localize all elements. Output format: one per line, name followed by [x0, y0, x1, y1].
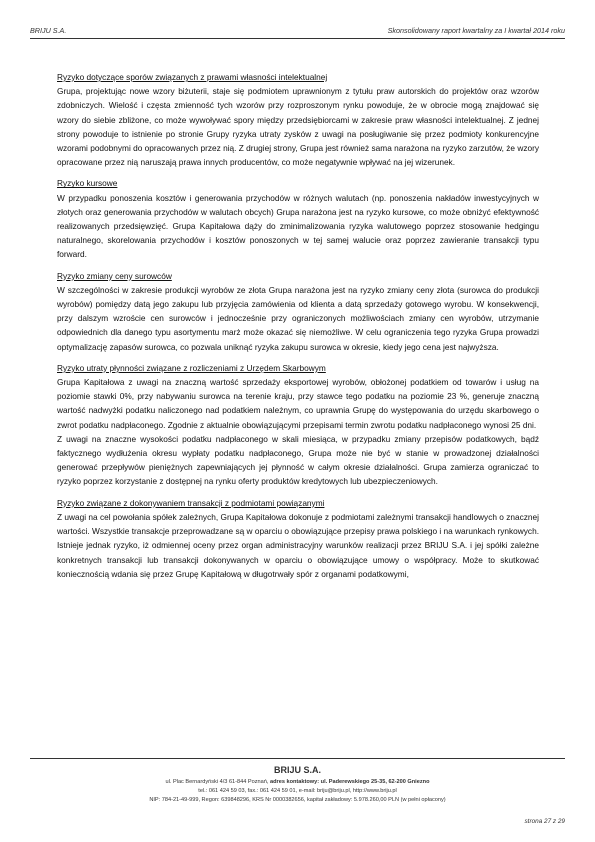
- page-number: strona 27 z 29: [524, 818, 565, 825]
- section-paragraph: Grupa Kapitałowa z uwagi na znaczną wartość sprzedaży eksportowej wyrobów, obłożonej podatkiem od towarów i usług na poziomie stawki 0%, przy nabywaniu surowca na terenie kraju, przy stawce tego podatku na poziomie 23 %, generuje znaczną wartość nadwyżki podatku naliczonego nad podatkiem należnym, co uprawnia Grupę do występowania do urzędu skarbowego o zwrot podatku nadpłaconego. Zgodnie z aktualnie obowiązującymi przepisami termin zwrotu podatku nadpłaconego wynosi 25 dni.: [57, 377, 539, 430]
- document-body: [57, 70, 539, 588]
- section-paragraph: W przypadku ponoszenia kosztów i generowania przychodów w różnych walutach (np. ponoszenia nakładów inwestycyjnych w złotych oraz generowania przychodów w walutach obcych) Grupa narażona jest na ryzyko kursowe, co może obniżyć efektywność realizowanych przedsięwzięć. Grupa Kapitałowa dąży do zminimalizowania ryzyka walutowego poprzez stosowanie hedgingu naturalnego, skorelowania przychodów i kosztów ponoszonych w tej samej walucie oraz poprzez zawieranie transakcji typu forward.: [57, 192, 539, 260]
- page-header: [30, 26, 565, 39]
- header-company: BRIJU S.A.: [30, 26, 67, 35]
- page-footer: [30, 758, 565, 805]
- section-liquidity-tax: [57, 361, 539, 489]
- section-title: Ryzyko kursowe: [57, 178, 118, 189]
- header-report-title: Skonsolidowany raport kwartalny za I kwartał 2014 roku: [387, 26, 565, 35]
- footer-address: [30, 778, 565, 787]
- section-currency-risk: [57, 176, 539, 261]
- section-title: Ryzyko związane z dokonywaniem transakcji z podmiotami powiązanymi: [57, 497, 325, 508]
- section-paragraph: Z uwagi na cel powołania spółek zależnych, Grupa Kapitałowa dokonuje z podmiotami zależnymi transakcji handlowych o znacznej wartości. Wszystkie transakcje przeprowadzane są w oparciu o obowiązujące przepisy prawa polskiego i na warunkach rynkowych. Istnieje jednak ryzyko, iż odmiennej oceny przez organ administracyjny warunków realizacji przez BRIJU S.A. i jej spółki zależne konkretnych transakcji lub transakcji dokonywanych w oparciu o obowiązujące umowy o współpracy. Może to skutkować koniecznością wdania się przez Grupę Kapitałową w długotrwały spór z organami podatkowymi,: [57, 511, 539, 579]
- section-title: Ryzyko zmiany ceny surowców: [57, 270, 172, 281]
- section-intellectual-property: [57, 70, 539, 169]
- footer-contact: tel.: 061 424 59 03, fax.: 061 424 59 01, e-mail: briju@briju.pl, http://www.briju.pl: [198, 788, 397, 794]
- footer-contact-address: adres kontaktowy: ul. Paderewskiego 25-35, 62-200 Gniezno: [270, 779, 430, 785]
- section-paragraph: Z uwagi na znaczne wysokości podatku nadpłaconego w skali miesiąca, w przypadku zmiany przepisów podatkowych, bądź faktycznego wydłużenia okresu wypłaty podatku nadpłaconego, Grupa może nie być w stanie w prowadzonej działalności generować przepływów pieniężnych zapewniających jej płynność w całym okresie działalności. Grupa zamierza ograniczać to ryzyko poprzez korzystanie z dostępnej na rynku oferty produktów kredytowych lub ubezpieczeniowych.: [57, 433, 539, 487]
- footer-registered-address: ul. Plac Bernardyński 4/3 61-844 Poznań,: [165, 779, 270, 785]
- section-title: Ryzyko dotyczące sporów związanych z prawami własności intelektualnej: [57, 72, 328, 82]
- section-raw-material-prices: [57, 269, 539, 354]
- section-paragraph: W szczególności w zakresie produkcji wyrobów ze złota Grupa narażona jest na ryzyko zmiany ceny złota (surowca do produkcji wyrobów) pomiędzy datą jego zakupu lub przyjęcia zamówienia od klienta a datą sprzedaży gotowego wyrobu. W konsekwencji, przy dalszym wzroście cen surowców i jednocześnie przy ograniczonych możliwościach zmiany cen wyrobów, utrzymanie odpowiednich dla danego typu asortymentu marż może okazać się niemożliwe. W celu ograniczenia tego ryzyka Grupa prowadzi optymalizację zapasów surowca, co pozwala uniknąć ryzyka zakupu surowca w okresie, kiedy jego cena jest najwyższa.: [57, 284, 539, 352]
- section-title: Ryzyko utraty płynności związane z rozliczeniami z Urzędem Skarbowym: [57, 362, 326, 373]
- section-paragraph: Grupa, projektując nowe wzory biżuterii, staje się podmiotem uprawnionym z tytułu praw autorskich do projektów oraz wzorów zdobniczych. Wielość i częsta zmienność tych wzorów przy rozproszonym rynku powoduje, że w obrocie mogą znajdować się wzory do siebie zbliżone, co może wywoływać spory między przedsiębiorcami w zakresie praw własności intelektualnej. Z jednej strony powoduje to istnienie po stronie Grupy ryzyka utraty zysków z uwagi na posługiwanie się przez podmioty konkurencyjne wzorami podobnymi do opracowanych przez nią. Z drugiej strony, Grupa jest również sama narażona na ryzyko zarzutów, że wzory opracowane przez nią naruszają prawa innych producentów, co może negatywnie wpływać na jej wizerunek.: [57, 86, 539, 168]
- footer-company: BRIJU S.A.: [273, 765, 321, 775]
- footer-registry: NIP: 784-21-49-999, Regon: 639848296, KRS Nr 0000382656, kapitał zakładowy: 5.978.260,00 PLN (w pełni opłacony): [149, 797, 446, 803]
- section-related-parties: [57, 496, 539, 581]
